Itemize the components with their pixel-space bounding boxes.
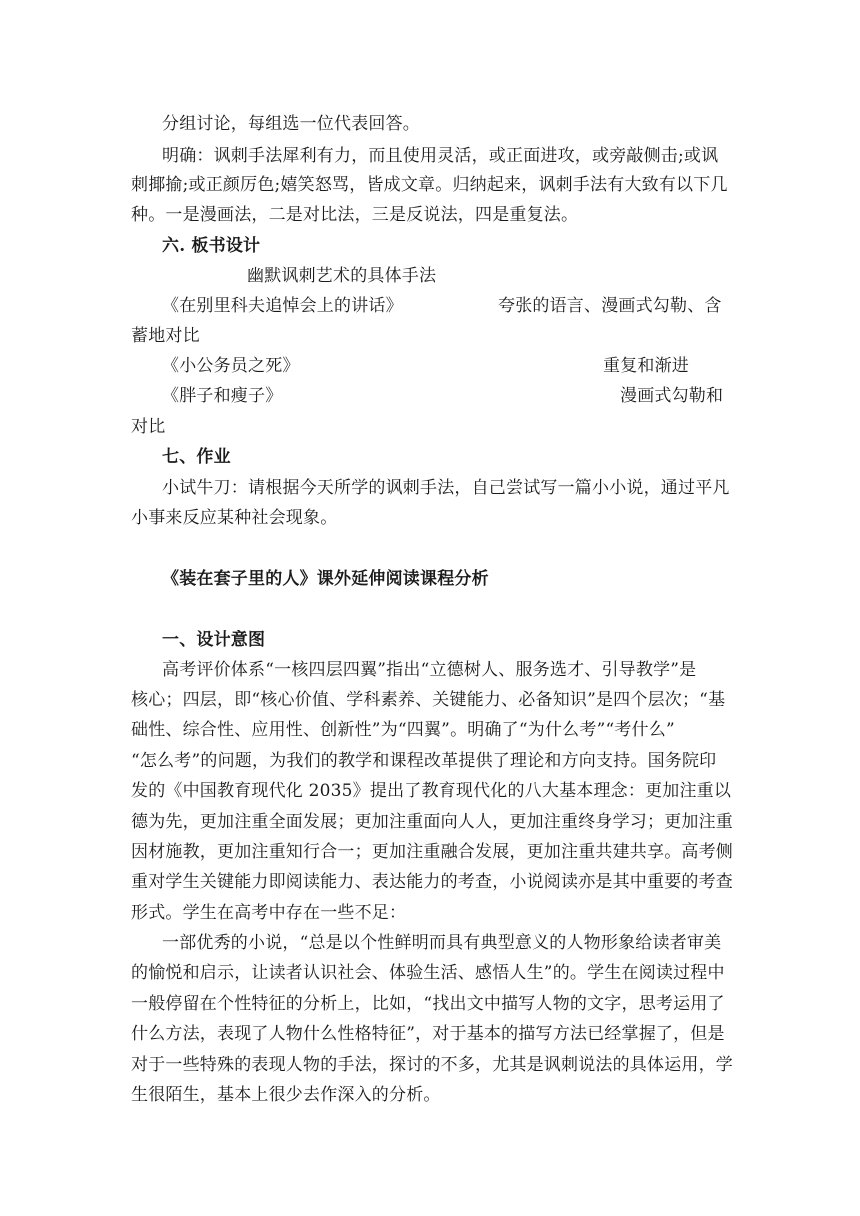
paragraph-line: 一般停留在个性特征的分析上，比如，“找出文中描写人物的文字，思考运用了 bbox=[131, 994, 725, 1014]
homework-line-2: 小事来反应某种社会现象。 bbox=[131, 508, 338, 528]
mingque-line-1: 明确：讽刺手法犀利有力，而且使用灵活，或正面进攻，或旁敲侧击;或讽 bbox=[162, 146, 719, 166]
paragraph-line: 的愉悦和启示，让读者认识社会、体验生活、感悟人生”的。学生在阅读过程中 bbox=[131, 963, 725, 983]
discussion-instruction: 分组讨论，每组选一位代表回答。 bbox=[162, 114, 420, 134]
paragraph-line: 一部优秀的小说，“总是以个性鲜明而具有典型意义的人物形象给读者审美 bbox=[162, 933, 722, 953]
board-row-method-continued: 对比 bbox=[131, 417, 166, 437]
board-row-work: 《胖子和瘦子》 bbox=[162, 386, 283, 406]
paragraph-line: 础性、综合性、应用性、创新性”为“四翼”。明确了“为什么考”“考什么” bbox=[131, 720, 675, 740]
board-row-work: 《小公务员之死》 bbox=[162, 356, 300, 376]
paragraph-line: 重对学生关键能力即阅读能力、表达能力的考查，小说阅读亦是其中重要的考查 bbox=[131, 872, 733, 892]
paragraph-line: 德为先，更加注重全面发展；更加注重面向人人，更加注重终身学习；更加注重 bbox=[131, 812, 733, 832]
paragraph-line: 核心；四层，即“核心价值、学科素养、关键能力、必备知识”是四个层次；“基 bbox=[131, 690, 726, 710]
board-design-heading: 六. 板书设计 bbox=[162, 236, 261, 256]
paragraph-line: 生很陌生，基本上很少去作深入的分析。 bbox=[131, 1085, 441, 1105]
homework-heading: 七、作业 bbox=[162, 447, 231, 467]
paragraph-line: 因材施教，更加注重知行合一；更加注重融合发展，更加注重共建共享。高考侧 bbox=[131, 842, 733, 862]
paragraph-line: 高考评价体系“一核四层四翼”指出“立德树人、服务选才、引导教学”是 bbox=[162, 660, 697, 680]
mingque-line-3: 种。一是漫画法，二是对比法，三是反说法，四是重复法。 bbox=[131, 205, 579, 225]
homework-line-1: 小试牛刀：请根据今天所学的讽刺手法，自己尝试写一篇小小说，通过平凡 bbox=[162, 478, 730, 498]
board-row-method: 夸张的语言、漫画式勾勒、含 bbox=[498, 296, 722, 316]
board-row-method: 漫画式勾勒和 bbox=[620, 386, 724, 406]
board-row-method: 重复和渐进 bbox=[603, 356, 689, 376]
mingque-line-2: 刺揶揄;或正颜厉色;嬉笑怒骂，皆成文章。归纳起来，讽刺手法有大致有以下几 bbox=[131, 175, 728, 195]
paragraph-line: 什么方法，表现了人物什么性格特征”，对于基本的描写方法已经掌握了，但是 bbox=[131, 1024, 725, 1044]
paragraph-line: 发的《中国教育现代化 2035》提出了教育现代化的八大基本理念：更加注重以 bbox=[131, 781, 732, 801]
article-title: 《装在套子里的人》课外延伸阅读课程分析 bbox=[162, 569, 489, 589]
board-row-work: 《在别里科夫追悼会上的讲话》 bbox=[162, 296, 403, 316]
section-heading-design-intent: 一、设计意图 bbox=[162, 630, 266, 650]
board-row-method-continued: 蓄地对比 bbox=[131, 326, 200, 346]
paragraph-line: 对于一些特殊的表现人物的手法，探讨的不多，尤其是讽刺说法的具体运用，学 bbox=[131, 1055, 733, 1075]
paragraph-line: 形式。学生在高考中存在一些不足： bbox=[131, 903, 407, 923]
board-design-title: 幽默讽刺艺术的具体手法 bbox=[247, 266, 437, 286]
paragraph-line: “怎么考”的问题，为我们的教学和课程改革提供了理论和方向支持。国务院印 bbox=[131, 751, 717, 771]
